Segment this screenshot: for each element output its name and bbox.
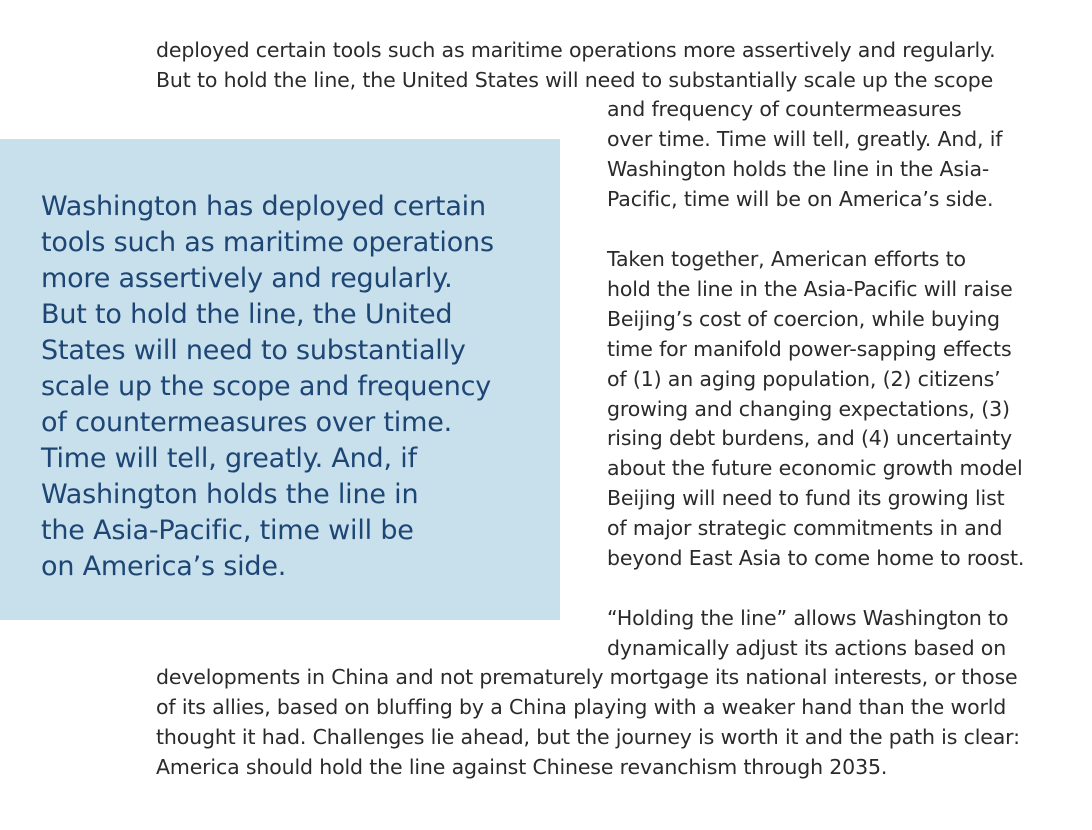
body-text-line: growing and changing expectations, (3) — [607, 397, 1010, 421]
body-text-line: Beijing’s cost of coercion, while buying — [607, 307, 1000, 331]
body-text-line: about the future economic growth model — [607, 456, 1023, 480]
pull-quote-line: the Asia-Pacific, time will be — [41, 515, 414, 546]
pull-quote-line: more assertively and regularly. — [41, 263, 453, 294]
body-text-line: dynamically adjust its actions based on — [607, 636, 1007, 660]
pull-quote-line: tools such as maritime operations — [41, 227, 494, 258]
pull-quote-line: States will need to substantially — [41, 335, 466, 366]
body-text-line: deployed certain tools such as maritime operations more assertively and regularly. — [156, 38, 996, 62]
body-text-line: But to hold the line, the United States will need to substantially scale up the scope — [156, 68, 994, 92]
body-text-line: over time. Time will tell, greatly. And, if — [607, 127, 1003, 151]
body-text-line: of major strategic commitments in and — [607, 516, 1003, 540]
body-text-line: time for manifold power-sapping effects — [607, 337, 1012, 361]
body-text-line: Taken together, American efforts to — [607, 247, 966, 271]
body-text-line: of its allies, based on bluffing by a China playing with a weaker hand than the world — [156, 695, 1007, 719]
pull-quote-line: of countermeasures over time. — [41, 407, 452, 438]
body-text-line: rising debt burdens, and (4) uncertainty — [607, 426, 1013, 450]
body-text-line: of (1) an aging population, (2) citizens’ — [607, 367, 1001, 391]
pull-quote-line: on America’s side. — [41, 551, 287, 582]
body-text-line: beyond East Asia to come home to roost. — [607, 546, 1025, 570]
pull-quote-line: scale up the scope and frequency — [41, 371, 492, 402]
pull-quote-line: Washington has deployed certain — [41, 191, 486, 222]
body-text-line: “Holding the line” allows Washington to — [607, 606, 1009, 630]
body-text-line: thought it had. Challenges lie ahead, but the journey is worth it and the path is clear: — [156, 725, 1020, 749]
pull-quote-line: Time will tell, greatly. And, if — [41, 443, 417, 474]
body-text-line: Beijing will need to fund its growing list — [607, 486, 1005, 510]
pull-quote-line: But to hold the line, the United — [41, 299, 453, 330]
body-text-line: Washington holds the line in the Asia- — [607, 157, 990, 181]
body-text-line: America should hold the line against Chinese revanchism through 2035. — [156, 755, 888, 779]
body-text-line: and frequency of countermeasures — [607, 97, 962, 121]
body-text-line: developments in China and not prematurely mortgage its national interests, or those — [156, 665, 1018, 689]
body-text-line: hold the line in the Asia-Pacific will raise — [607, 277, 1013, 301]
body-text-line: Pacific, time will be on America’s side. — [607, 187, 994, 211]
pull-quote-line: Washington holds the line in — [41, 479, 419, 510]
pull-quote-box — [0, 139, 560, 620]
